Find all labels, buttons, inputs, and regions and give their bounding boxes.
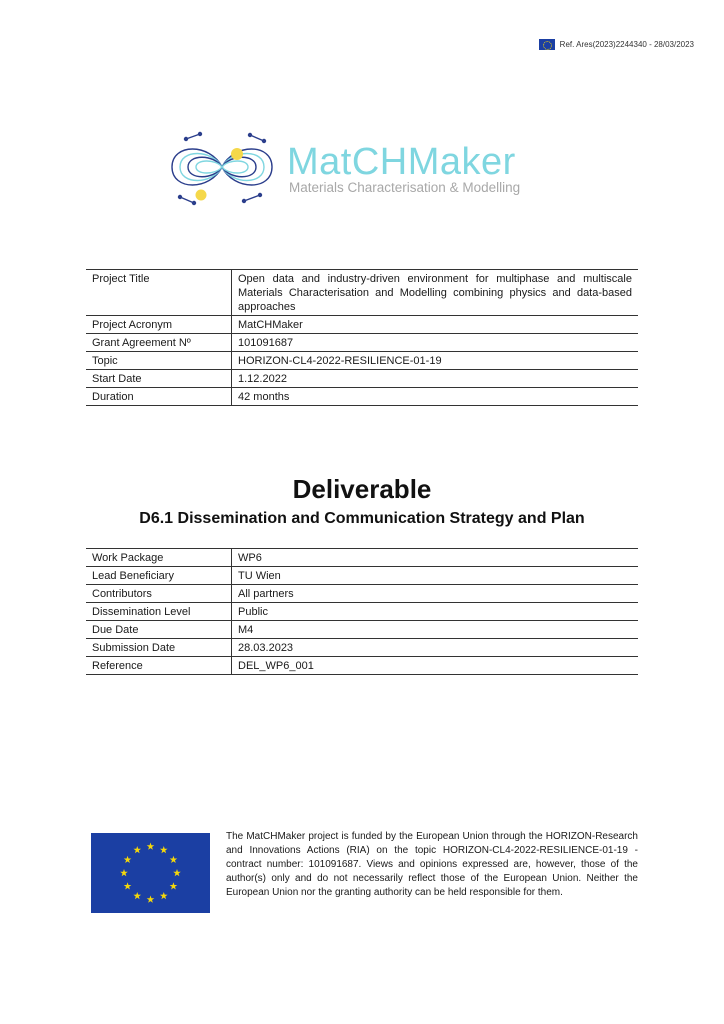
eu-mini-flag-icon [539,39,555,50]
row-key: Reference [86,657,232,675]
reference-text: Ref. Ares(2023)2244340 - 28/03/2023 [559,40,694,49]
row-key: Duration [86,388,232,406]
row-value: TU Wien [232,567,639,585]
logo-wordmark: MatCHMaker [287,141,516,183]
row-value: WP6 [232,549,639,567]
table-row [86,567,638,585]
row-value: MatCHMaker [232,316,639,334]
table-row [86,639,638,657]
row-key: Grant Agreement Nº [86,334,232,352]
funding-disclaimer: The MatCHMaker project is funded by the European Union through the HORIZON-Research and Innovations Actions (RIA) on the topic HORIZON-CL4-2022-RESILIENCE-01-19 - contract number: 101091687. Views and opinions expressed are, however, those of the author(s) only and do not necessarily reflect those of the European Union. Neither the European Union nor the granting authority can be held responsible for them. [226,831,638,898]
table-row [86,334,638,352]
row-value: 42 months [232,388,639,406]
row-value: Open data and industry-driven environment for multiphase and multiscale Materials Characterisation and Modelling combining physics and data-based approaches [232,270,639,316]
infinity-logo-icon [160,125,287,210]
eu-flag-icon [91,833,210,913]
table-row [86,352,638,370]
table-row [86,585,638,603]
table-row [86,621,638,639]
project-info-table [86,269,638,406]
table-row [86,657,638,675]
row-value: HORIZON-CL4-2022-RESILIENCE-01-19 [232,352,639,370]
row-value: 1.12.2022 [232,370,639,388]
row-value: All partners [232,585,639,603]
row-key: Dissemination Level [86,603,232,621]
logo-tagline: Materials Characterisation & Modelling [289,180,521,195]
table-row [86,549,638,567]
row-key: Contributors [86,585,232,603]
row-value: Public [232,603,639,621]
row-key: Project Title [86,270,232,316]
row-value: 28.03.2023 [232,639,639,657]
table-row [86,370,638,388]
row-key: Due Date [86,621,232,639]
table-row [86,316,638,334]
row-key: Lead Beneficiary [86,567,232,585]
reference-stamp [539,39,694,50]
row-value: M4 [232,621,639,639]
row-value: 101091687 [232,334,639,352]
matchmaker-logo [160,125,540,210]
row-key: Project Acronym [86,316,232,334]
deliverable-info-table [86,548,638,675]
row-key: Submission Date [86,639,232,657]
deliverable-subtitle: D6.1 Dissemination and Communication Strategy and Plan [139,510,585,527]
row-key: Topic [86,352,232,370]
deliverable-heading: Deliverable [292,474,432,504]
table-row [86,603,638,621]
table-row [86,270,638,316]
row-value: DEL_WP6_001 [232,657,639,675]
table-row [86,388,638,406]
row-key: Work Package [86,549,232,567]
row-key: Start Date [86,370,232,388]
